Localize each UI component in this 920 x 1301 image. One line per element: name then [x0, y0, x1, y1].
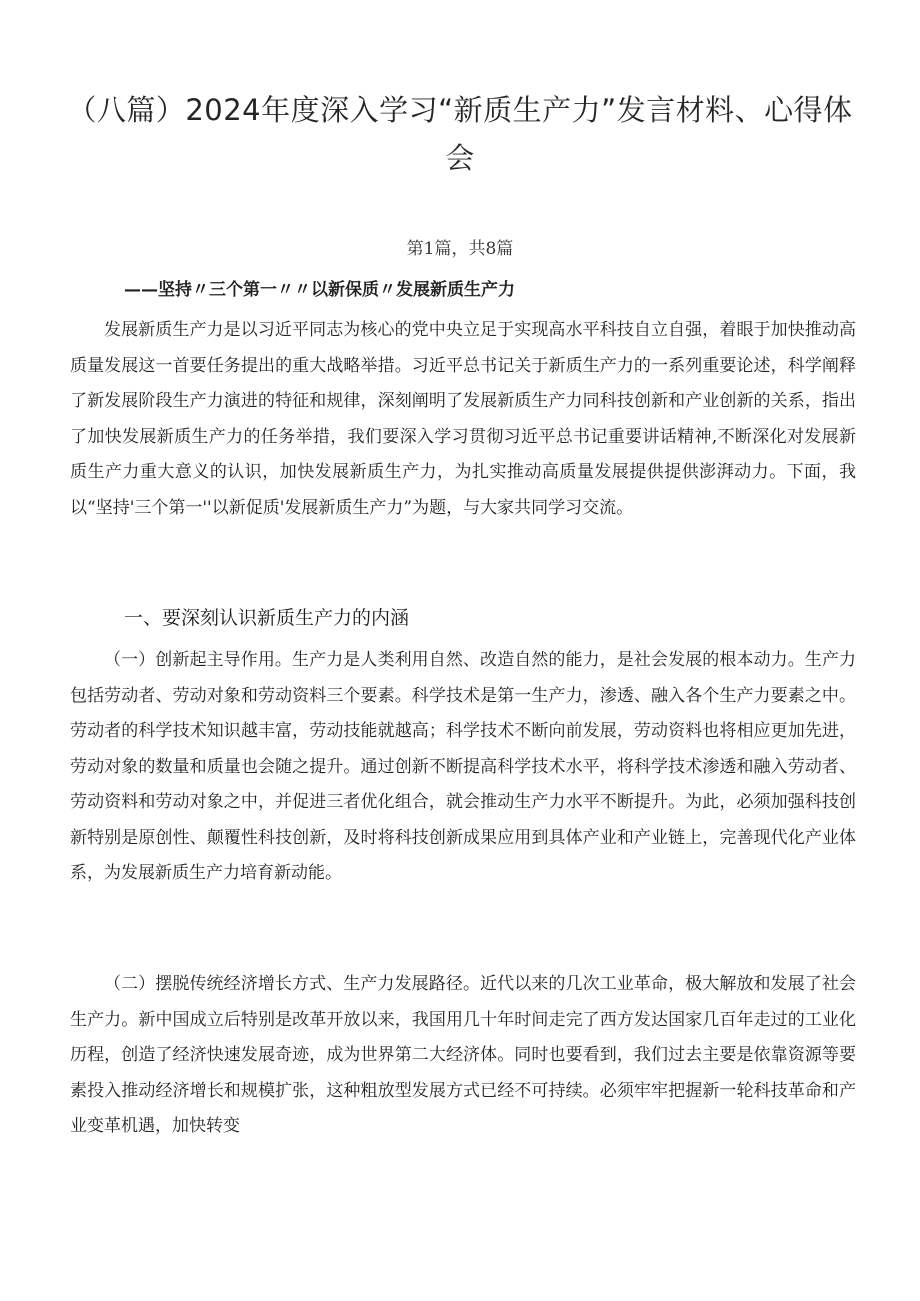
- paragraph-1: （一）创新起主导作用。生产力是人类利用自然、改造自然的能力，是社会发展的根本动力。生产力包括劳动者、劳动对象和劳动资料三个要素。科学技术是第一生产力，渗透、融入各个生产力要素之中。劳动者的科学技术知识越丰富，劳动技能就越高；科学技术不断向前发展，劳动资料也将相应更加先进，劳动对象的数量和质量也会随之提升。通过创新不断提高科学技术水平，将科学技术渗透和融入劳动者、劳动资料和劳动对象之中，并促进三者优化组合，就会推动生产力水平不断提升。为此，必须加强科技创新特别是原创性、颠覆性科技创新，及时将科技创新成果应用到具体产业和产业链上，完善现代化产业体系，为发展新质生产力培育新动能。: [70, 650, 856, 883]
- document-subtitle: 第1篇，共8篇: [406, 239, 514, 259]
- paragraph-2: （二）摆脱传统经济增长方式、生产力发展路径。近代以来的几次工业革命，极大解放和发展了社会生产力。新中国成立后特别是改革开放以来，我国用几十年时间走完了西方发达国家几百年走过的工业化历程，创造了经济快速发展奇迹，成为世界第二大经济体。同时也要看到，我们过去主要是依靠资源等要素投入推动经济增长和规模扩张，这种粗放型发展方式已经不可持续。必须牢牢把握新一轮科技革命和产业变革机遇，加快转变: [70, 974, 856, 1136]
- section-title: ——坚持〃三个第一〃〃以新保质〃发展新质生产力: [124, 280, 515, 300]
- heading-1: 一、要深刻认识新质生产力的内涵: [124, 607, 410, 629]
- document-title: （八篇）2024年度深入学习“新质生产力”发言材料、心得体会: [67, 93, 853, 175]
- intro-paragraph: 发展新质生产力是以习近平同志为核心的党中央立足于实现高水平科技自立自强，着眼于加快推动高质量发展这一首要任务提出的重大战略举措。习近平总书记关于新质生产力的一系列重要论述，科学阐释了新发展阶段生产力演进的特征和规律，深刻阐明了发展新质生产力同科技创新和产业创新的关系，指出了加快发展新质生产力的任务举措，我们要深入学习贯彻习近平总书记重要讲话精神,不断深化对发展新质生产力重大意义的认识，加快发展新质生产力，为扎实推动高质量发展提供提供澎湃动力。下面，我以“坚持'三个第一''以新促质'发展新质生产力”为题，与大家共同学习交流。: [70, 320, 856, 518]
